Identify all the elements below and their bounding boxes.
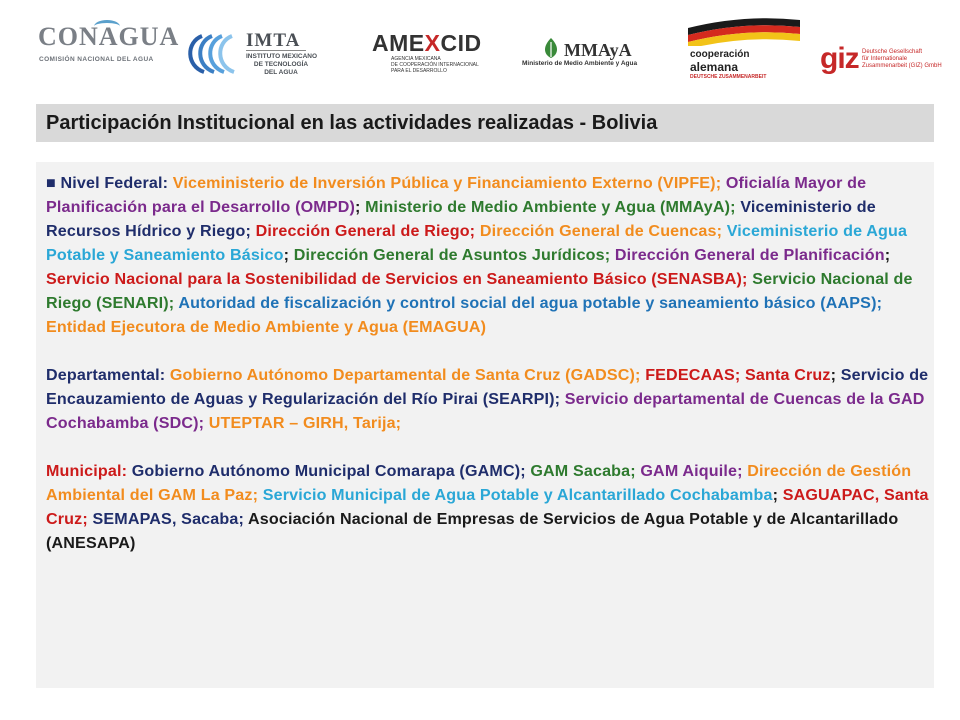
segment-federal-8: Viceministerio de Agua Potable y Saneamiento Básico <box>46 222 908 264</box>
segment-municipal-8: SEMAPAS, Sacaba; <box>92 510 248 528</box>
conagua-logo <box>38 22 180 70</box>
imta-logo-subtitle: INSTITUTO MEXICANO DE TECNOLOGÍA DEL AGUA <box>246 53 318 76</box>
paragraph-municipal <box>46 459 930 555</box>
mmaya-logo-subtitle: Ministerio de Medio Ambiente y Agua <box>522 60 638 67</box>
segment-federal-2: Oficialía Mayor de Planificación para el Desarrollo (OMPD) <box>46 174 867 216</box>
segment-departamental-6: Servicio departamental de Cuencas de la GAD Cochabamba (SDC); <box>46 390 925 432</box>
imta-divider <box>246 50 306 51</box>
segment-federal-16: Entidad Ejecutora de Medio Ambiente y Agua (EMAGUA) <box>46 318 487 336</box>
segment-federal-14: Servicio Nacional de Riego (SENARI); <box>46 270 913 312</box>
amexcid-logo-name: AMEXCID <box>372 30 482 56</box>
cooperacion-line1: cooperación <box>690 49 750 60</box>
paragraph-federal <box>46 171 930 339</box>
amexcid-logo-subtitle: AGENCIA MEXICANA DE COOPERACIÓN INTERNACIONAL PARA EL DESARROLLO <box>391 56 479 74</box>
institution-list <box>46 171 930 555</box>
segment-municipal-0: Municipal: <box>46 462 132 480</box>
segment-departamental-5: Servicio de Encauzamiento de Aguas y Regularización del Río Pirai (SEARPI); <box>46 366 929 408</box>
segment-departamental-1: Gobierno Autónomo Departamental de Santa Cruz (GADSC); <box>169 366 646 384</box>
segment-municipal-5: Servicio Municipal de Agua Potable y Alcantarillado Cochabamba <box>262 486 773 504</box>
cooperacion-line2: alemana <box>690 60 739 74</box>
segment-departamental-3: Santa Cruz <box>745 366 831 384</box>
segment-federal-11: Dirección General de Planificación <box>614 246 885 264</box>
segment-municipal-3: GAM Aiquile; <box>640 462 748 480</box>
mmaya-logo <box>522 36 662 72</box>
title-band <box>36 104 934 142</box>
cooperacion-alemana-logo <box>684 18 806 82</box>
imta-logo <box>180 28 340 80</box>
giz-logo-subtitle: Deutsche Gesellschaft für Internationale Zusammenarbeit (GIZ) GmbH <box>862 49 942 69</box>
mmaya-leaf-icon <box>540 36 562 60</box>
german-flag-icon <box>688 18 800 46</box>
segment-departamental-2: FEDECAAS; <box>645 366 746 384</box>
paragraph-departamental <box>46 363 930 435</box>
segment-federal-7: Dirección General de Cuencas; <box>479 222 727 240</box>
segment-municipal-1: Gobierno Autónomo Municipal Comarapa (GAMC); <box>131 462 531 480</box>
imta-logo-name: IMTA <box>246 30 301 51</box>
segment-departamental-4: ; <box>830 366 841 384</box>
segment-municipal-2: GAM Sacaba; <box>530 462 641 480</box>
page-title: Participación Institucional en las actividades realizadas - Bolivia <box>46 112 658 134</box>
content-panel <box>36 162 934 688</box>
segment-federal-10: Dirección General de Asuntos Jurídicos; <box>293 246 615 264</box>
mmaya-logo-name: MMAyA <box>564 40 632 60</box>
segment-federal-6: Dirección General de Riego; <box>255 222 480 240</box>
segment-federal-1: Viceministerio de Inversión Pública y Financiamiento Externo (VIPFE); <box>172 174 726 192</box>
segment-federal-13: Servicio Nacional para la Sostenibilidad de Servicios en Saneamiento Básico (SENASBA); <box>46 270 753 288</box>
segment-departamental-0: Departamental: <box>46 366 170 384</box>
segment-municipal-6: ; <box>772 486 783 504</box>
conagua-logo-name: CONAGUA <box>38 22 180 51</box>
segment-federal-9: ; <box>283 246 294 264</box>
segment-federal-15: Autoridad de fiscalización y control social del agua potable y saneamiento básico (AAPS); <box>178 294 883 312</box>
imta-waves-icon <box>180 28 242 78</box>
segment-municipal-7: SAGUAPAC, Santa Cruz; <box>46 486 929 528</box>
segment-federal-12: ; <box>884 246 891 264</box>
segment-federal-3: ; <box>355 198 366 216</box>
segment-federal-0: ■ Nivel Federal: <box>46 174 173 192</box>
giz-logo <box>820 44 960 78</box>
segment-federal-4: Ministerio de Medio Ambiente y Agua (MMAyA); <box>365 198 741 216</box>
segment-federal-5: Viceministerio de Recursos Hídrico y Riego; <box>46 198 876 240</box>
conagua-logo-subtitle: COMISIÓN NACIONAL DEL AGUA <box>39 56 154 63</box>
segment-municipal-4: Dirección de Gestión Ambiental del GAM La Paz; <box>46 462 912 504</box>
segment-municipal-9: Asociación Nacional de Empresas de Servicios de Agua Potable y de Alcantarillado (ANESAPA) <box>46 510 899 552</box>
amexcid-logo <box>372 30 504 76</box>
cooperacion-line3: DEUTSCHE ZUSAMMENARBEIT <box>690 74 767 80</box>
segment-departamental-7: UTEPTAR – GIRH, Tarija; <box>208 414 402 432</box>
giz-logo-name: giz <box>820 42 859 75</box>
